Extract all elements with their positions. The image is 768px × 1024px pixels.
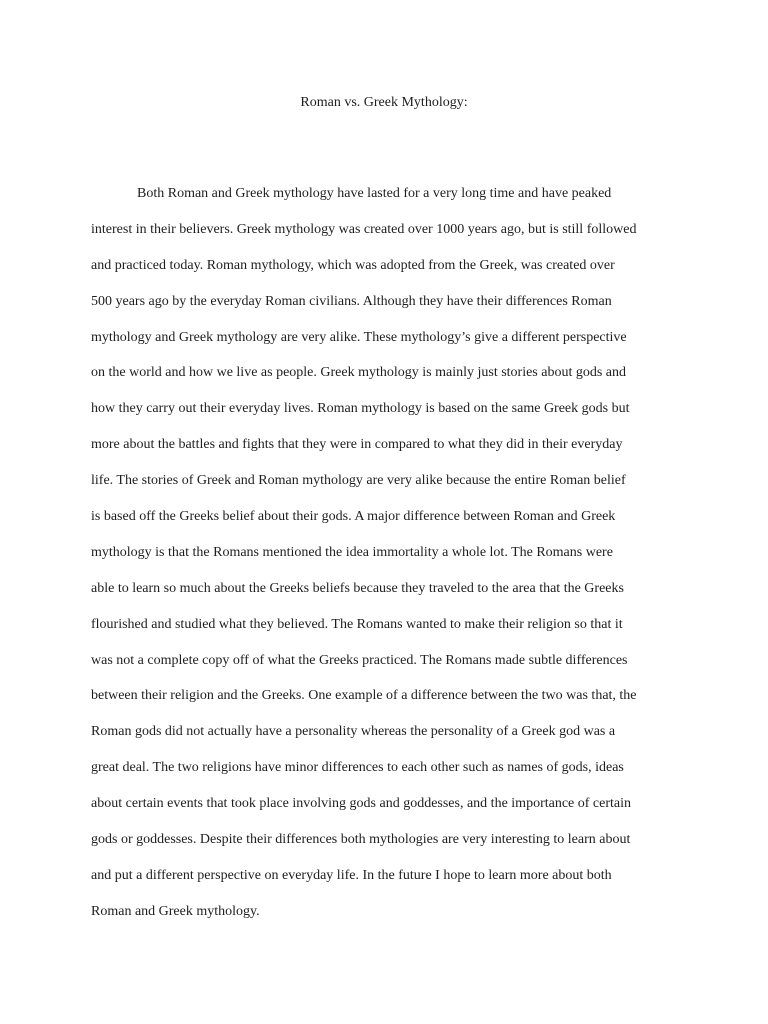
paragraph-line: is based off the Greeks belief about their gods. A major difference between Roman and Greek xyxy=(91,509,616,525)
paragraph-line: how they carry out their everyday lives. Roman mythology is based on the same Greek gods but xyxy=(91,401,630,417)
page-title: Roman vs. Greek Mythology: xyxy=(300,95,468,110)
paragraph-line: and practiced today. Roman mythology, which was adopted from the Greek, was created over xyxy=(91,257,615,273)
paragraph-line: mythology is that the Romans mentioned the idea immortality a whole lot. The Romans were xyxy=(91,544,613,560)
paragraph-line: able to learn so much about the Greeks beliefs because they traveled to the area that the Greeks xyxy=(91,580,624,596)
paragraph-line: between their religion and the Greeks. One example of a difference between the two was that, the xyxy=(91,688,637,704)
paragraph-line: gods or goddesses. Despite their differences both mythologies are very interesting to learn about xyxy=(91,832,631,848)
paragraph-line: great deal. The two religions have minor differences to each other such as names of gods, ideas xyxy=(91,760,624,776)
paragraph-line: Roman and Greek mythology. xyxy=(91,903,260,919)
paragraph-line: Both Roman and Greek mythology have lasted for a very long time and have peaked xyxy=(137,186,612,201)
paragraph-line: and put a different perspective on everyday life. In the future I hope to learn more about both xyxy=(91,867,612,883)
paragraph-line: Roman gods did not actually have a personality whereas the personality of a Greek god was a xyxy=(91,724,616,740)
paragraph-line: on the world and how we live as people. Greek mythology is mainly just stories about gods and xyxy=(91,365,627,381)
paragraph-line: life. The stories of Greek and Roman mythology are very alike because the entire Roman belief xyxy=(91,473,626,489)
paragraph-line: was not a complete copy off of what the Greeks practiced. The Romans made subtle differences xyxy=(91,652,628,668)
paragraph-line: interest in their believers. Greek mythology was created over 1000 years ago, but is still followed xyxy=(91,221,637,237)
essay-paragraph xyxy=(91,183,691,937)
paragraph-line: 500 years ago by the everyday Roman civilians. Although they have their differences Roman xyxy=(91,293,612,309)
paragraph-line: more about the battles and fights that they were in compared to what they did in their everyday xyxy=(91,437,623,453)
paragraph-line: about certain events that took place involving gods and goddesses, and the importance of certain xyxy=(91,796,632,812)
paragraph-line: flourished and studied what they believed. The Romans wanted to make their religion so that it xyxy=(91,616,623,632)
paragraph-line: mythology and Greek mythology are very alike. These mythology’s give a different perspective xyxy=(91,329,627,345)
